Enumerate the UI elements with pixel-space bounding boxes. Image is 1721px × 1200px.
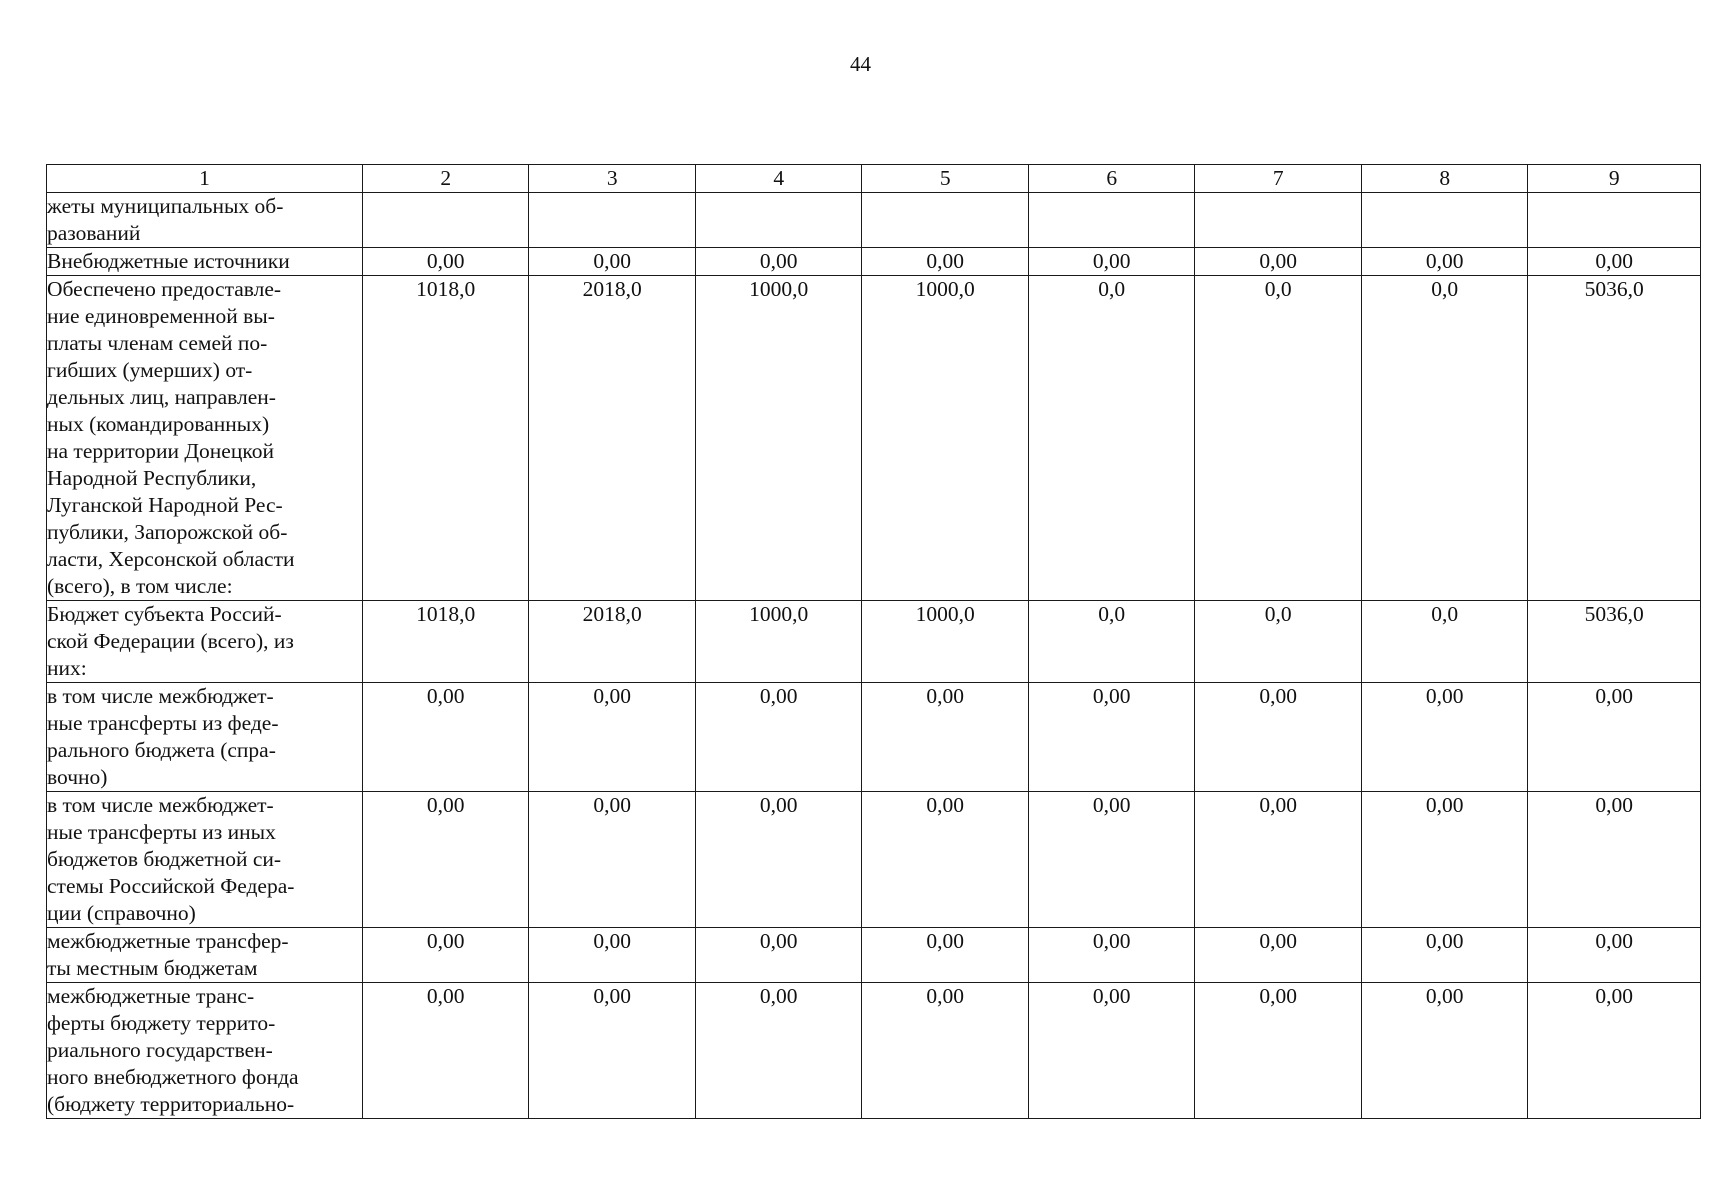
value-cell: 0,0 [1028, 601, 1195, 683]
value-cell [1528, 193, 1701, 248]
column-header: 9 [1528, 165, 1701, 193]
column-header: 8 [1361, 165, 1528, 193]
value-cell: 0,00 [695, 792, 862, 928]
value-cell: 0,0 [1195, 276, 1362, 601]
row-label-line: ные трансферты из иных [47, 820, 276, 844]
value-cell: 0,00 [362, 248, 529, 276]
row-label-line: платы членам семей по- [47, 331, 268, 355]
table-row [47, 601, 1701, 683]
value-cell: 0,00 [1361, 248, 1528, 276]
value-cell: 1000,0 [862, 276, 1029, 601]
value-cell: 0,00 [1028, 683, 1195, 792]
value-cell: 0,00 [862, 248, 1029, 276]
value-cell [862, 193, 1029, 248]
value-cell: 0,00 [1528, 792, 1701, 928]
row-label-line: Бюджет субъекта Россий- [47, 602, 282, 626]
row-label-line: межбюджетные транс- [47, 984, 255, 1008]
row-label-line: ние единовременной вы- [47, 304, 275, 328]
column-header: 2 [362, 165, 529, 193]
value-cell: 5036,0 [1528, 276, 1701, 601]
row-label-line: жеты муниципальных об- [47, 194, 284, 218]
page-number: 44 [850, 52, 871, 76]
row-label-line: гибших (умерших) от- [47, 358, 253, 382]
table-row [47, 193, 1701, 248]
row-label-line: риального государствен- [47, 1038, 273, 1062]
value-cell [1361, 193, 1528, 248]
value-cell: 0,00 [1528, 928, 1701, 983]
value-cell: 0,00 [529, 928, 696, 983]
value-cell: 0,00 [695, 683, 862, 792]
value-cell: 1000,0 [695, 276, 862, 601]
row-label-line: в том числе межбюджет- [47, 793, 274, 817]
value-cell: 0,00 [1528, 248, 1701, 276]
row-label-line: вочно) [47, 765, 108, 789]
column-header: 5 [862, 165, 1029, 193]
value-cell: 0,00 [862, 928, 1029, 983]
table-row [47, 983, 1701, 1119]
column-header: 1 [47, 165, 363, 193]
row-label-line: Обеспечено предоставле- [47, 277, 282, 301]
value-cell: 1018,0 [362, 276, 529, 601]
value-cell: 2018,0 [529, 276, 696, 601]
row-label-line: ции (справочно) [47, 901, 196, 925]
value-cell: 0,0 [1361, 601, 1528, 683]
value-cell: 0,00 [1028, 792, 1195, 928]
value-cell: 0,00 [1028, 983, 1195, 1119]
column-header: 7 [1195, 165, 1362, 193]
column-number-row [47, 165, 1701, 193]
row-label-line: публики, Запорожской об- [47, 520, 288, 544]
value-cell: 0,00 [1195, 792, 1362, 928]
value-cell: 1018,0 [362, 601, 529, 683]
table-body [47, 193, 1701, 1119]
value-cell: 0,00 [529, 248, 696, 276]
column-header: 4 [695, 165, 862, 193]
value-cell: 0,0 [1195, 601, 1362, 683]
value-cell: 0,00 [862, 792, 1029, 928]
value-cell [1195, 193, 1362, 248]
value-cell: 0,00 [1361, 792, 1528, 928]
table-row [47, 683, 1701, 792]
row-label-line: ласти, Херсонской области [47, 547, 295, 571]
value-cell: 0,00 [1528, 983, 1701, 1119]
row-label-line: ного внебюджетного фонда [47, 1065, 299, 1089]
row-label-line: в том числе межбюджет- [47, 684, 274, 708]
row-label-line: (бюджету территориально- [47, 1092, 295, 1116]
row-label [47, 683, 363, 792]
budget-table [46, 164, 1701, 1119]
row-label-line: ферты бюджету террито- [47, 1011, 276, 1035]
value-cell: 0,00 [1361, 983, 1528, 1119]
value-cell: 0,0 [1361, 276, 1528, 601]
row-label [47, 193, 363, 248]
value-cell: 0,00 [529, 983, 696, 1119]
value-cell: 0,00 [695, 248, 862, 276]
value-cell: 0,00 [362, 928, 529, 983]
row-label [47, 276, 363, 601]
value-cell: 0,00 [695, 983, 862, 1119]
table-row [47, 248, 1701, 276]
value-cell: 5036,0 [1528, 601, 1701, 683]
value-cell: 0,00 [1528, 683, 1701, 792]
row-label-line: Народной Республики, [47, 466, 257, 490]
value-cell: 0,00 [1361, 683, 1528, 792]
value-cell: 0,00 [1195, 683, 1362, 792]
row-label-line: межбюджетные трансфер- [47, 929, 289, 953]
row-label-line: Луганской Народной Рес- [47, 493, 283, 517]
value-cell: 0,00 [862, 683, 1029, 792]
value-cell: 0,00 [1361, 928, 1528, 983]
row-label-line: них: [47, 656, 87, 680]
row-label [47, 601, 363, 683]
value-cell: 0,00 [529, 792, 696, 928]
row-label [47, 248, 363, 276]
value-cell: 0,00 [1028, 928, 1195, 983]
row-label [47, 792, 363, 928]
row-label-line: рального бюджета (спра- [47, 738, 276, 762]
value-cell [695, 193, 862, 248]
value-cell [362, 193, 529, 248]
row-label-line: ты местным бюджетам [47, 956, 258, 980]
row-label-line: ные трансферты из феде- [47, 711, 279, 735]
row-label [47, 983, 363, 1119]
table-row [47, 276, 1701, 601]
row-label-line: стемы Российской Федера- [47, 874, 295, 898]
value-cell: 0,00 [1195, 928, 1362, 983]
value-cell: 1000,0 [862, 601, 1029, 683]
value-cell: 0,00 [1195, 983, 1362, 1119]
row-label-line: на территории Донецкой [47, 439, 274, 463]
row-label-line: (всего), в том числе: [47, 574, 233, 598]
row-label-line: разований [47, 221, 141, 245]
table-row [47, 928, 1701, 983]
value-cell [1028, 193, 1195, 248]
value-cell: 0,00 [1028, 248, 1195, 276]
row-label-line: бюджетов бюджетной си- [47, 847, 282, 871]
column-header: 3 [529, 165, 696, 193]
value-cell: 2018,0 [529, 601, 696, 683]
column-header: 6 [1028, 165, 1195, 193]
row-label-line: Внебюджетные источники [47, 249, 290, 273]
value-cell: 0,00 [862, 983, 1029, 1119]
table-row [47, 792, 1701, 928]
row-label-line: дельных лиц, направлен- [47, 385, 276, 409]
value-cell: 0,00 [695, 928, 862, 983]
value-cell: 1000,0 [695, 601, 862, 683]
value-cell [529, 193, 696, 248]
value-cell: 0,00 [1195, 248, 1362, 276]
row-label [47, 928, 363, 983]
value-cell: 0,00 [362, 792, 529, 928]
value-cell: 0,0 [1028, 276, 1195, 601]
value-cell: 0,00 [529, 683, 696, 792]
row-label-line: ных (командированных) [47, 412, 270, 436]
row-label-line: ской Федерации (всего), из [47, 629, 294, 653]
value-cell: 0,00 [362, 683, 529, 792]
value-cell: 0,00 [362, 983, 529, 1119]
